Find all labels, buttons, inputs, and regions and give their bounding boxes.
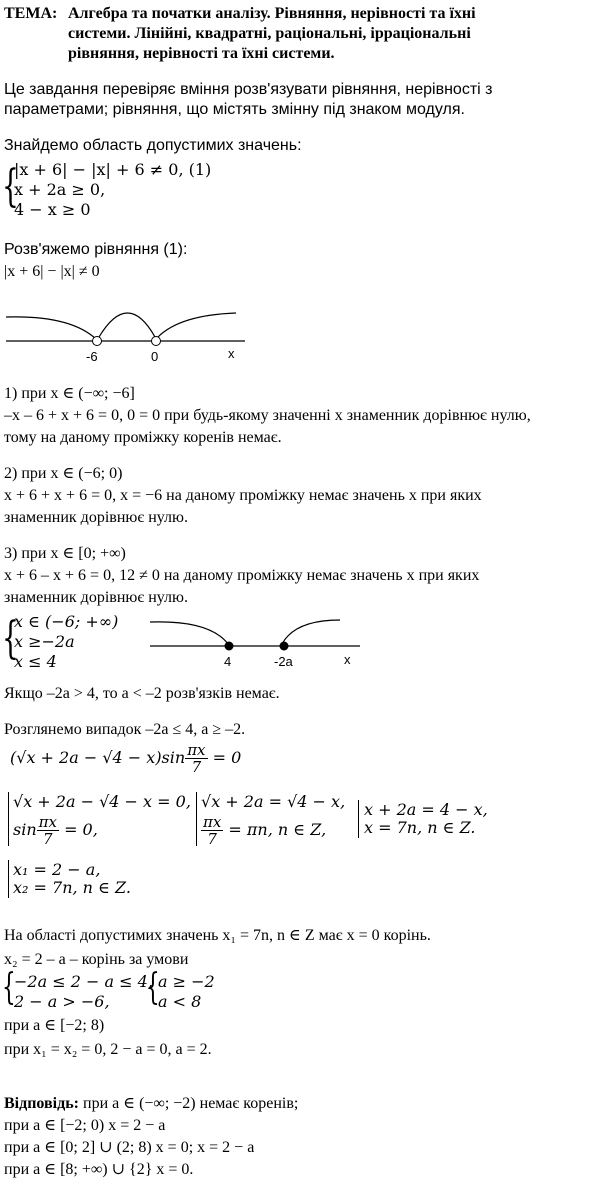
- case-2-line-2: знаменник дорівнює нулю.: [4, 509, 188, 526]
- odz-line-4: при x₁ = x₂ = 0, 2 − a = 0, a = 2.: [4, 1041, 212, 1058]
- case-3-title: 3) при x ∈ [0; +∞): [4, 545, 126, 562]
- system-2-eq-3: x ≤ 4: [14, 652, 57, 671]
- topic-line-3: рівняння, нерівності та їхні системи.: [68, 45, 335, 62]
- odz-system-2-eq-1: a ≥ −2: [158, 972, 215, 991]
- fraction-denominator: 7: [191, 758, 202, 776]
- set-a-eq-1: √x + 2a − √4 − x = 0,: [13, 792, 191, 811]
- filled-point-4: [225, 642, 234, 651]
- case-1-line-2: тому на даному проміжку коренів немає.: [4, 429, 282, 446]
- intro-line-2: параметрами; рівняння, що містять змінну під знаком модуля.: [4, 101, 465, 118]
- topic-label: ТЕМА:: [4, 5, 58, 22]
- fraction-denominator: 7: [43, 830, 53, 848]
- main-equation: [10, 740, 241, 776]
- fraction: [185, 742, 207, 775]
- odz-system-2-eq-2: a < 8: [158, 992, 202, 1011]
- number-line-2: [140, 610, 370, 672]
- domain-eq-3: 4 − x ≥ 0: [14, 200, 91, 219]
- answer-label: Відповідь:: [4, 1095, 79, 1112]
- answer-line-3: при a ∈ [0; 2] ∪ (2; 8) x = 0; x = 2 − a: [4, 1139, 255, 1156]
- answer-line-1: при a ∈ (−∞; −2) немає коренів;: [83, 1095, 299, 1112]
- set-d-eq-1: x₁ = 2 − a,: [13, 860, 101, 879]
- odz-line-3: при a ∈ [−2; 8): [4, 1017, 105, 1034]
- set-b-eq-1: √x + 2a = √4 − x,: [201, 792, 346, 811]
- set-b-tail: = πn, n ∈ Z,: [228, 820, 327, 839]
- left-arc: [6, 317, 96, 339]
- right-arc: [282, 620, 340, 644]
- solve-expression: |x + 6| − |x| ≠ 0: [4, 263, 100, 280]
- fraction-numerator: πx: [38, 813, 57, 831]
- open-point-minus-6: [93, 337, 102, 346]
- open-point-0: [152, 337, 161, 346]
- answer-line-2: при a ∈ [−2; 0) x = 2 − a: [4, 1117, 166, 1134]
- odz-system-1-eq-2: 2 − a > −6,: [14, 992, 110, 1011]
- filled-point-minus-2a: [280, 642, 289, 651]
- set-a-tail: = 0,: [64, 820, 98, 839]
- set-bracket: [358, 800, 359, 838]
- domain-eq-2: x + 2a ≥ 0,: [14, 180, 106, 199]
- system-brace: {: [2, 613, 19, 664]
- domain-heading: Знайдемо область допустимих значень:: [4, 137, 302, 154]
- axis-label-x: x: [344, 652, 351, 667]
- case-1-title: 1) при x ∈ (−∞; −6]: [4, 385, 135, 402]
- set-c-eq-2: x = 7n, n ∈ Z.: [364, 818, 476, 837]
- set-b-eq-2: [201, 812, 326, 848]
- intro-line-1: Це завдання перевіряє вміння розв'язувати рівняння, нерівності з: [4, 81, 493, 98]
- solve-heading: Розв'яжемо рівняння (1):: [4, 241, 188, 258]
- system-brace: {: [2, 967, 16, 1008]
- point-label-4: 4: [224, 654, 232, 669]
- fraction-numerator: πx: [187, 741, 206, 759]
- case-2-title: 2) при x ∈ (−6; 0): [4, 465, 123, 482]
- domain-eq-1: |x + 6| − |x| + 6 ≠ 0, (1): [14, 160, 212, 179]
- system-2-eq-2: x ≥−2a: [14, 632, 75, 651]
- system-brace: {: [146, 967, 160, 1008]
- case-1-line-1: –x – 6 + x + 6 = 0, 0 = 0 при будь-якому значенні x знаменник дорівнює нулю,: [4, 407, 531, 424]
- main-equation-right: = 0: [212, 748, 242, 767]
- system-brace: {: [2, 161, 19, 212]
- right-arc: [158, 313, 236, 337]
- set-d-eq-2: x₂ = 7n, n ∈ Z.: [13, 878, 131, 897]
- set-bracket: [8, 860, 9, 898]
- set-bracket: [196, 792, 197, 846]
- answer-line-4: при a ∈ [8; +∞) ∪ {2} x = 0.: [4, 1161, 194, 1178]
- topic-line-1: Алгебра та початки аналізу. Рівняння, нерівності та їхні: [68, 5, 476, 22]
- answer-block: [4, 1094, 298, 1114]
- case-2-line-1: x + 6 + x + 6 = 0, x = −6 на даному проміжку немає значень x при яких: [4, 487, 482, 504]
- fraction-numerator: πx: [203, 813, 222, 831]
- note-no-solutions: Якщо –2a > 4, то a < –2 розв'язків немає.: [4, 685, 280, 702]
- topic-line-2: системи. Лінійні, квадратні, раціональні, ірраціональні: [68, 25, 471, 42]
- number-line-1: [0, 295, 260, 365]
- point-label-minus-2a: -2a: [274, 654, 293, 669]
- fraction: [37, 814, 59, 847]
- fraction: [201, 814, 223, 847]
- set-bracket: [8, 792, 9, 846]
- left-arc: [150, 622, 228, 644]
- set-a-sin: sin: [13, 820, 37, 839]
- set-c-eq-1: x + 2a = 4 − x,: [364, 800, 488, 819]
- case-3-line-1: x + 6 – x + 6 = 0, 12 ≠ 0 на даному проміжку немає значень x при яких: [4, 567, 480, 584]
- system-2-eq-1: x ∈ (−6; +∞): [14, 612, 119, 631]
- axis-label-x: x: [228, 346, 235, 361]
- point-label-minus-6: -6: [86, 349, 98, 364]
- middle-arc: [99, 313, 155, 337]
- set-a-eq-2: [13, 812, 98, 848]
- main-equation-left: (√x + 2a − √4 − x)sin: [10, 748, 186, 767]
- fraction-denominator: 7: [207, 830, 217, 848]
- odz-system-1-eq-1: −2a ≤ 2 − a ≤ 4,: [14, 972, 153, 991]
- point-label-0: 0: [151, 349, 159, 364]
- odz-line-2: x₂ = 2 – a – корінь за умови: [4, 951, 189, 968]
- case-3-line-2: знаменник дорівнює нулю.: [4, 589, 188, 606]
- odz-line-1: На області допустимих значень x₁ = 7n, n ∈ Z має x = 0 корінь.: [4, 927, 431, 944]
- note-case: Розглянемо випадок –2a ≤ 4, a ≥ –2.: [4, 721, 246, 738]
